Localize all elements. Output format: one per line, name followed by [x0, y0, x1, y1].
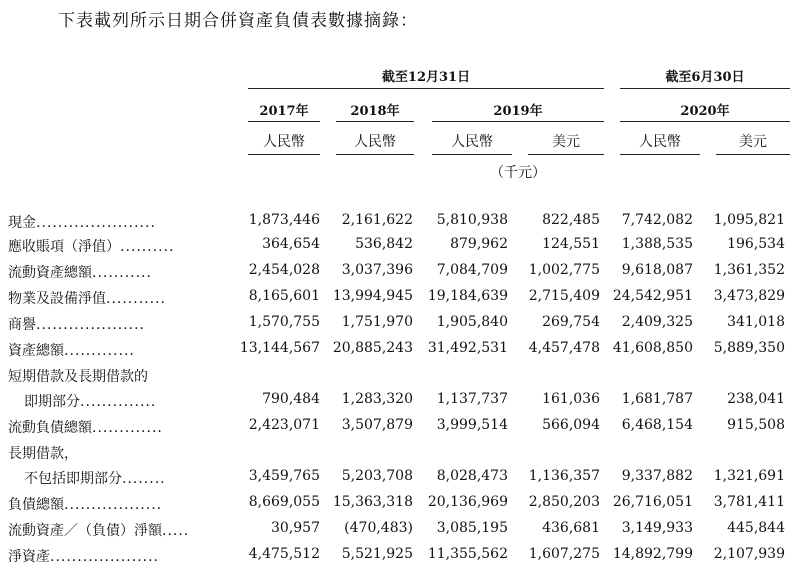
table-cell: 161,036 — [542, 391, 600, 407]
table-row — [0, 314, 796, 336]
table-row — [0, 391, 796, 413]
table-cell: 2,454,028 — [248, 262, 320, 278]
table-cell: 5,521,925 — [341, 546, 413, 562]
currency-header: 美元 — [552, 134, 580, 150]
row-label-text: 資產總額 — [8, 343, 64, 359]
table-cell: 14,892,799 — [612, 546, 693, 562]
row-label — [8, 494, 162, 514]
table-row — [0, 443, 796, 465]
table-cell: 1,283,320 — [341, 391, 413, 407]
currency-rule — [248, 154, 320, 155]
currency-rule — [528, 154, 604, 155]
table-cell: 1,137,737 — [436, 391, 508, 407]
row-leader-dots: ........ — [122, 471, 166, 487]
table-cell: 8,669,055 — [248, 494, 320, 510]
table-row — [0, 288, 796, 310]
table-row — [0, 212, 796, 234]
row-label-text: 現金 — [8, 215, 36, 231]
row-label — [8, 314, 145, 334]
table-cell: 13,994,945 — [332, 288, 413, 304]
table-cell: 19,184,639 — [427, 288, 508, 304]
table-cell: 2,107,939 — [713, 546, 785, 562]
table-cell: 11,355,562 — [427, 546, 508, 562]
year-header-2017: 2017年 — [259, 104, 309, 119]
table-cell: 879,962 — [450, 236, 508, 252]
table-cell: 3,473,829 — [713, 288, 785, 304]
year-header-2018: 2018年 — [350, 104, 400, 119]
currency-rule — [336, 154, 414, 155]
row-label — [8, 366, 148, 386]
table-cell: 24,542,951 — [612, 288, 693, 304]
unit-label: （千元） — [490, 165, 546, 181]
row-label — [8, 340, 135, 360]
table-cell: 1,388,535 — [621, 236, 693, 252]
table-cell: 20,885,243 — [332, 340, 413, 356]
table-cell: 4,457,478 — [528, 340, 600, 356]
table-cell: 269,754 — [542, 314, 600, 330]
currency-rule — [716, 154, 790, 155]
table-cell: 3,999,514 — [436, 417, 508, 433]
table-cell: 1,681,787 — [621, 391, 693, 407]
row-label — [8, 262, 152, 282]
year-rule-2019 — [432, 121, 604, 122]
table-cell: 3,507,879 — [341, 417, 413, 433]
table-cell: 2,715,409 — [528, 288, 600, 304]
table-cell: 7,742,082 — [621, 212, 693, 228]
row-leader-dots: ........... — [92, 265, 152, 281]
currency-header: 人民幣 — [263, 134, 305, 150]
table-cell: 5,889,350 — [713, 340, 785, 356]
row-label-text: 物業及設備淨值 — [8, 291, 106, 307]
row-label — [8, 417, 163, 437]
row-leader-dots: ........... — [106, 291, 166, 307]
table-cell: 1,905,840 — [436, 314, 508, 330]
table-cell: 1,321,691 — [713, 468, 785, 484]
table-row — [0, 546, 796, 568]
table-cell: 238,041 — [727, 391, 785, 407]
row-leader-dots: ............. — [64, 343, 135, 359]
table-cell: 1,607,275 — [528, 546, 600, 562]
table-cell: 9,618,087 — [621, 262, 693, 278]
table-cell: 6,468,154 — [621, 417, 693, 433]
row-label-text: 不包括即期部分 — [24, 471, 122, 487]
year-rule-2017 — [248, 121, 320, 122]
row-label — [8, 443, 78, 463]
year-header-2019: 2019年 — [493, 104, 543, 119]
table-cell: 124,551 — [542, 236, 600, 252]
currency-header: 人民幣 — [639, 134, 681, 150]
row-label — [24, 468, 166, 488]
table-cell: 2,850,203 — [528, 494, 600, 510]
row-label-text: 短期借款及長期借款的 — [8, 369, 148, 385]
table-row — [0, 520, 796, 542]
row-leader-dots: .................... — [50, 549, 160, 565]
table-row — [0, 494, 796, 516]
table-row — [0, 417, 796, 439]
table-cell: 341,018 — [727, 314, 785, 330]
table-cell: 822,485 — [542, 212, 600, 228]
table-cell: 8,028,473 — [436, 468, 508, 484]
row-leader-dots: .............. — [80, 394, 157, 410]
row-label-text: 商譽 — [8, 317, 36, 333]
table-cell: 3,781,411 — [713, 494, 785, 510]
table-cell: 2,161,622 — [341, 212, 413, 228]
table-intro: 下表載列所示日期合併資產負債表數據摘錄： — [58, 11, 418, 31]
table-cell: 2,409,325 — [621, 314, 693, 330]
table-cell: 15,363,318 — [332, 494, 413, 510]
group-header-dec31: 截至12月31日 — [381, 70, 471, 85]
table-cell: 9,337,882 — [621, 468, 693, 484]
table-row — [0, 340, 796, 362]
row-leader-dots: ..... — [162, 523, 190, 539]
row-label-text: 流動資產／（負債）淨額 — [8, 523, 162, 539]
row-label-text: 流動負債總額 — [8, 420, 92, 436]
year-header-2020: 2020年 — [680, 104, 730, 119]
group-rule-dec31 — [248, 88, 604, 89]
table-cell: 566,094 — [542, 417, 600, 433]
table-cell: 915,508 — [727, 417, 785, 433]
row-label-text: 即期部分 — [24, 394, 80, 410]
row-label-text: 負債總額 — [8, 497, 64, 513]
row-label — [8, 546, 159, 566]
group-header-jun30: 截至6月30日 — [665, 70, 745, 85]
table-cell: (470,483) — [344, 520, 413, 536]
table-cell: 7,084,709 — [436, 262, 508, 278]
table-cell: 436,681 — [542, 520, 600, 536]
table-cell: 790,484 — [262, 391, 320, 407]
table-cell: 41,608,850 — [612, 340, 693, 356]
table-cell: 5,203,708 — [341, 468, 413, 484]
row-leader-dots: .................... — [36, 317, 146, 333]
group-rule-jun30 — [620, 88, 790, 89]
table-cell: 1,136,357 — [528, 468, 600, 484]
currency-header: 人民幣 — [354, 134, 396, 150]
table-cell: 445,844 — [727, 520, 785, 536]
row-label-text: 流動資產總額 — [8, 265, 92, 281]
table-cell: 3,149,933 — [621, 520, 693, 536]
table-cell: 30,957 — [271, 520, 320, 536]
table-cell: 536,842 — [355, 236, 413, 252]
table-cell: 26,716,051 — [612, 494, 693, 510]
row-label — [8, 288, 166, 308]
table-cell: 1,751,970 — [341, 314, 413, 330]
table-cell: 1,361,352 — [713, 262, 785, 278]
table-row — [0, 262, 796, 284]
table-cell: 31,492,531 — [427, 340, 508, 356]
table-cell: 3,459,765 — [248, 468, 320, 484]
currency-rule — [432, 154, 512, 155]
table-cell: 1,002,775 — [528, 262, 600, 278]
table-cell: 1,570,755 — [248, 314, 320, 330]
currency-header: 人民幣 — [451, 134, 493, 150]
table-cell: 3,085,195 — [436, 520, 508, 536]
table-row — [0, 366, 796, 388]
currency-header: 美元 — [739, 134, 767, 150]
row-label-text: 應收賬項（淨值） — [8, 239, 120, 255]
row-leader-dots: ...................... — [36, 215, 156, 231]
table-cell: 13,144,567 — [239, 340, 320, 356]
table-cell: 8,165,601 — [248, 288, 320, 304]
row-label-text: 淨資產 — [8, 549, 50, 565]
row-label — [8, 520, 189, 540]
table-cell: 3,037,396 — [341, 262, 413, 278]
year-rule-2020 — [620, 121, 790, 122]
table-cell: 364,654 — [262, 236, 320, 252]
table-cell: 196,534 — [727, 236, 785, 252]
table-cell: 2,423,071 — [248, 417, 320, 433]
year-rule-2018 — [336, 121, 414, 122]
table-row — [0, 468, 796, 490]
table-cell: 1,095,821 — [713, 212, 785, 228]
row-label — [8, 236, 175, 256]
table-cell: 1,873,446 — [248, 212, 320, 228]
currency-rule — [620, 154, 700, 155]
row-label-text: 長期借款， — [8, 446, 78, 462]
table-cell: 5,810,938 — [436, 212, 508, 228]
row-leader-dots: .................. — [64, 497, 163, 513]
table-cell: 4,475,512 — [248, 546, 320, 562]
table-cell: 20,136,969 — [427, 494, 508, 510]
row-leader-dots: ............. — [92, 420, 163, 436]
row-label — [24, 391, 156, 411]
row-label — [8, 212, 156, 232]
row-leader-dots: .......... — [120, 239, 175, 255]
table-row — [0, 236, 796, 258]
